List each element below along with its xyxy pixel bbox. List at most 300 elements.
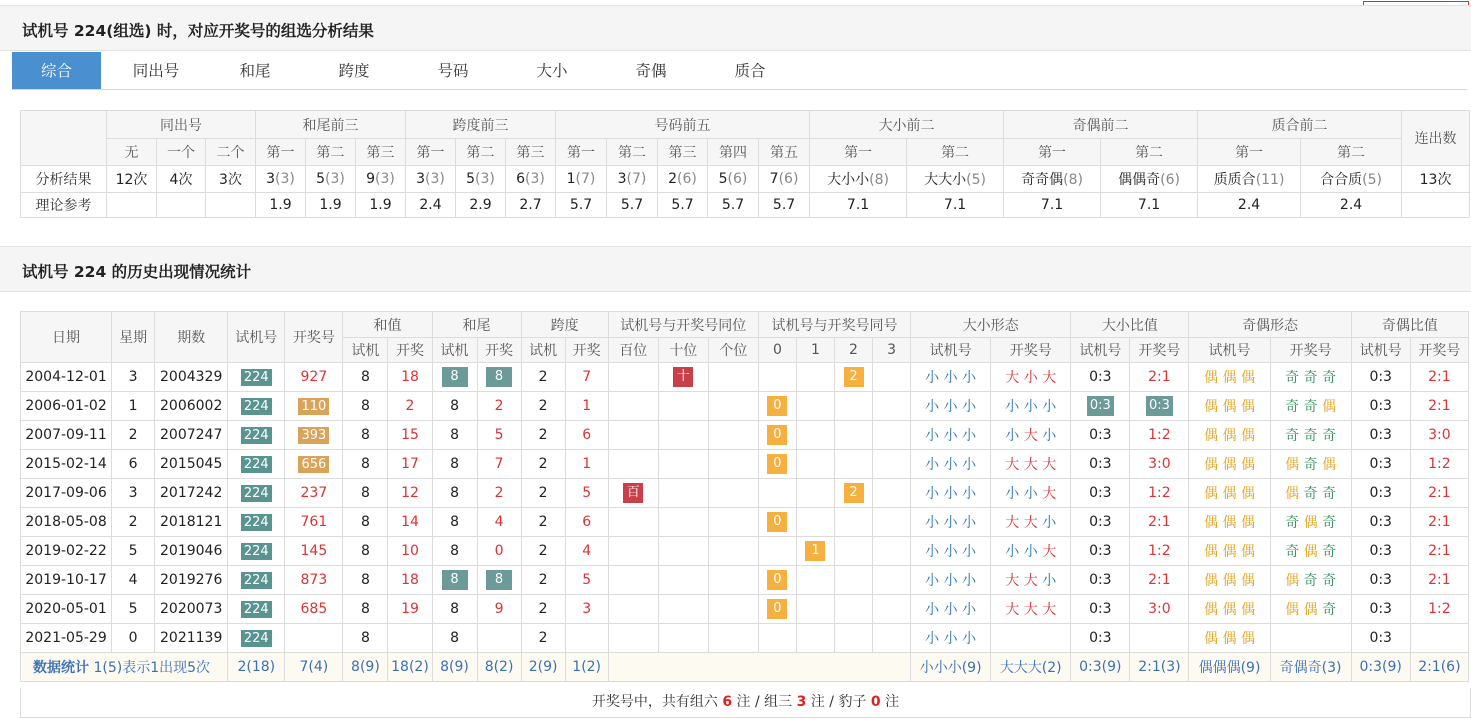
weekday-cell: 0 xyxy=(112,624,155,653)
pattern-char: 奇 xyxy=(1322,486,1337,502)
draw-number-cell xyxy=(285,566,343,595)
issue-cell: 2021139 xyxy=(155,624,228,653)
pattern-char: 小 xyxy=(1042,428,1057,444)
result-cell xyxy=(607,166,658,193)
span-draw-cell: 7 xyxy=(565,363,608,392)
tab-number[interactable]: 号码 xyxy=(437,62,469,80)
result-count: (7) xyxy=(575,171,596,187)
pattern-char: 小 xyxy=(1023,544,1038,560)
stats-label: 数据统计 xyxy=(33,660,89,676)
test-number-cell xyxy=(228,450,285,479)
draw-number-cell xyxy=(285,595,343,624)
digit-badge: 0 xyxy=(767,512,787,532)
sub-header: 试机号 xyxy=(911,338,991,363)
same-position-cell xyxy=(658,566,708,595)
tab-same-digit[interactable]: 同出号 xyxy=(132,62,180,80)
same-digit-cell xyxy=(873,537,911,566)
history-table xyxy=(20,311,1469,682)
pattern-char: 小 xyxy=(962,370,977,386)
draw-number: 110 xyxy=(298,398,329,415)
result-value: 5 xyxy=(718,171,728,187)
summary-table xyxy=(20,110,1470,218)
draw-number-cell xyxy=(285,450,343,479)
sum-draw-cell: 12 xyxy=(388,479,432,508)
sub-header: 试机 xyxy=(521,338,565,363)
result-count: (6) xyxy=(727,171,748,187)
result-value: 3 xyxy=(416,171,426,187)
reference-cell: 1.9 xyxy=(306,193,356,218)
tail-test-value: 8 xyxy=(450,456,459,472)
same-digit-cell xyxy=(758,479,796,508)
sum-test-cell: 8 xyxy=(343,363,388,392)
pattern-char: 小 xyxy=(1023,486,1038,502)
pattern-char: 奇 xyxy=(1303,486,1318,502)
pattern-char: 偶 xyxy=(1303,515,1318,531)
stats-cell: 7(4) xyxy=(285,653,343,682)
test-number-tag: 224 xyxy=(241,485,272,502)
pattern-char: 小 xyxy=(1005,544,1020,560)
pattern-char: 大 xyxy=(1005,457,1020,473)
bs-ratio-test: 0:3 xyxy=(1089,427,1112,443)
sub-header: 1 xyxy=(796,338,834,363)
tail-test-cell xyxy=(432,537,477,566)
col-same-position: 试机号与开奖号同位 xyxy=(608,312,758,338)
same-digit-cell xyxy=(758,537,796,566)
same-position-cell xyxy=(608,479,658,508)
same-digit-cell xyxy=(834,595,872,624)
result-value: 偶偶奇 xyxy=(1118,172,1161,188)
result-value: 3次 xyxy=(219,172,242,188)
sub-header: 开奖号 xyxy=(1130,338,1189,363)
pattern-char: 偶 xyxy=(1303,602,1318,618)
result-cell xyxy=(1198,166,1301,193)
oe-test-cell xyxy=(1189,479,1270,508)
tab-overall[interactable]: 综合 xyxy=(12,52,101,90)
pattern-char: 小 xyxy=(943,544,958,560)
bs-ratio-draw: 3:0 xyxy=(1148,601,1171,617)
col-draw-number: 开奖号 xyxy=(285,312,343,363)
sub-header: 3 xyxy=(873,338,911,363)
tail-test-value: 8 xyxy=(450,543,459,559)
reference-cell: 5.7 xyxy=(607,193,658,218)
span-test-cell: 2 xyxy=(521,479,565,508)
sub-header: 试机 xyxy=(432,338,477,363)
date-cell: 2021-05-29 xyxy=(21,624,112,653)
reference-cell: 5.7 xyxy=(556,193,607,218)
same-digit-cell xyxy=(758,624,796,653)
same-position-cell xyxy=(708,537,758,566)
pattern-char: 大 xyxy=(1023,457,1038,473)
result-cell xyxy=(810,166,907,193)
pattern-char: 偶 xyxy=(1240,370,1255,386)
summary-prefix: 开奖号中，共有组六 xyxy=(591,694,718,710)
issue-cell: 2019276 xyxy=(155,566,228,595)
result-cell xyxy=(658,166,708,193)
tail-draw-value: 2 xyxy=(494,398,504,414)
result-value: 7 xyxy=(769,171,779,187)
test-number-tag: 224 xyxy=(241,456,272,473)
oe-ratio-test-cell: 0:3 xyxy=(1351,566,1410,595)
result-count: (6) xyxy=(1160,172,1180,188)
table-row xyxy=(21,392,1469,421)
draw-number: 656 xyxy=(298,456,329,473)
tail-draw-cell xyxy=(477,450,521,479)
test-number-tag: 224 xyxy=(241,369,272,386)
bs-ratio-draw: 2:1 xyxy=(1148,369,1171,385)
sub-header: 十位 xyxy=(658,338,708,363)
sub-header: 第五 xyxy=(759,139,810,166)
oe-ratio-test-cell: 0:3 xyxy=(1351,595,1410,624)
tail-draw-value: 5 xyxy=(494,427,504,443)
same-digit-cell xyxy=(758,421,796,450)
span-test-cell: 2 xyxy=(521,508,565,537)
result-count: (3) xyxy=(525,171,545,187)
digit-badge: 0 xyxy=(767,425,787,445)
count-group3: 3 xyxy=(796,694,807,710)
stats-cell: 1(2) xyxy=(565,653,608,682)
same-digit-cell xyxy=(758,595,796,624)
test-number-tag: 224 xyxy=(241,514,272,531)
bs-draw-cell xyxy=(991,566,1071,595)
result-count: (3) xyxy=(425,171,445,187)
pattern-char: 偶 xyxy=(1204,573,1219,589)
pattern-char: 大 xyxy=(1042,457,1057,473)
pattern-char: 偶 xyxy=(1222,370,1237,386)
digit-badge: 1 xyxy=(805,541,825,561)
oe-ratio-draw-cell: 2:1 xyxy=(1410,537,1468,566)
same-digit-cell xyxy=(796,508,834,537)
date-cell: 2020-05-01 xyxy=(21,595,112,624)
sub-header: 第一 xyxy=(1198,139,1301,166)
tab-big-small[interactable]: 大小 xyxy=(536,62,568,80)
tab-prime-composite[interactable]: 质合 xyxy=(734,62,766,80)
sum-draw-cell: 18 xyxy=(388,363,432,392)
col-sum: 和值 xyxy=(343,312,432,338)
bs-ratio-draw-cell xyxy=(1130,508,1189,537)
draw-number-cell xyxy=(285,537,343,566)
section-header-analysis xyxy=(0,5,1471,51)
draw-number-cell xyxy=(285,479,343,508)
span-test-cell: 2 xyxy=(521,537,565,566)
pattern-char: 偶 xyxy=(1222,399,1237,415)
pattern-char: 奇 xyxy=(1303,428,1318,444)
same-digit-cell xyxy=(873,421,911,450)
bs-test-cell xyxy=(911,537,991,566)
result-cell xyxy=(1301,166,1402,193)
pattern-char: 偶 xyxy=(1222,573,1237,589)
pattern-char: 偶 xyxy=(1285,457,1300,473)
tab-span[interactable]: 跨度 xyxy=(338,62,370,80)
tail-test-cell xyxy=(432,566,477,595)
draw-number: 237 xyxy=(300,485,328,501)
issue-cell: 2019046 xyxy=(155,537,228,566)
col-oe-pattern: 奇偶形态 xyxy=(1189,312,1351,338)
digit-badge: 2 xyxy=(844,367,864,387)
same-digit-cell xyxy=(796,537,834,566)
sub-header: 第一 xyxy=(810,139,907,166)
result-value: 9 xyxy=(366,171,376,187)
same-position-cell xyxy=(658,508,708,537)
pattern-char: 奇 xyxy=(1322,370,1337,386)
pattern-char: 偶 xyxy=(1204,486,1219,502)
span-draw-cell: 6 xyxy=(565,421,608,450)
table-row xyxy=(21,566,1469,595)
pattern-char: 小 xyxy=(943,573,958,589)
sub-header: 第二 xyxy=(1101,139,1198,166)
pattern-char: 小 xyxy=(962,486,977,502)
bs-test-cell xyxy=(911,421,991,450)
tab-odd-even[interactable]: 奇偶 xyxy=(635,62,667,80)
span-draw-cell: 4 xyxy=(565,537,608,566)
pattern-char: 小 xyxy=(943,428,958,444)
same-digit-cell xyxy=(834,537,872,566)
tail-draw-value: 4 xyxy=(494,514,504,530)
date-cell: 2018-05-08 xyxy=(21,508,112,537)
pattern-char: 奇 xyxy=(1303,573,1318,589)
test-number-tag: 224 xyxy=(241,398,272,415)
sum-test-cell: 8 xyxy=(343,450,388,479)
sub-header: 开奖号 xyxy=(1270,338,1351,363)
stats-cell: 大大大(2) xyxy=(991,653,1071,682)
bs-ratio-test-cell xyxy=(1071,595,1130,624)
reference-cell: 2.9 xyxy=(456,193,506,218)
pattern-char: 偶 xyxy=(1204,457,1219,473)
oe-ratio-draw-cell: 2:1 xyxy=(1410,363,1468,392)
oe-ratio-draw-cell: 2:1 xyxy=(1410,508,1468,537)
digit-badge: 0 xyxy=(767,454,787,474)
sum-test-cell: 8 xyxy=(343,624,388,653)
col-span: 跨度 xyxy=(521,312,608,338)
bs-ratio-draw: 1:2 xyxy=(1148,485,1171,501)
issue-cell: 2018121 xyxy=(155,508,228,537)
stats-cell: 偶偶偶(9) xyxy=(1189,653,1270,682)
pattern-char: 大 xyxy=(1005,602,1020,618)
pattern-char: 偶 xyxy=(1222,457,1237,473)
pattern-char: 偶 xyxy=(1322,399,1337,415)
pattern-char: 偶 xyxy=(1204,544,1219,560)
pattern-char: 偶 xyxy=(1204,515,1219,531)
table-row xyxy=(21,624,1469,653)
stats-cell: 2:1(6) xyxy=(1410,653,1468,682)
pattern-char: 小 xyxy=(1005,486,1020,502)
bs-test-cell xyxy=(911,595,991,624)
sub-header: 第一 xyxy=(556,139,607,166)
same-digit-cell xyxy=(834,392,872,421)
result-cell xyxy=(406,166,456,193)
bs-draw-cell xyxy=(991,421,1071,450)
pattern-char: 小 xyxy=(962,602,977,618)
reference-cell: 7.1 xyxy=(907,193,1004,218)
sub-header: 试机 xyxy=(343,338,388,363)
pattern-char: 小 xyxy=(962,457,977,473)
bs-draw-cell xyxy=(991,624,1071,653)
test-number-tag: 224 xyxy=(241,543,272,560)
draw-number: 145 xyxy=(300,543,328,559)
sum-draw-cell: 10 xyxy=(388,537,432,566)
table-row xyxy=(21,537,1469,566)
result-cell xyxy=(306,166,356,193)
pattern-char: 大 xyxy=(1023,573,1038,589)
oe-draw-cell xyxy=(1270,537,1351,566)
pattern-char: 小 xyxy=(1042,515,1057,531)
tail-draw-cell xyxy=(477,392,521,421)
tail-test-cell xyxy=(432,421,477,450)
sum-test-cell: 8 xyxy=(343,421,388,450)
stats-cell: 18(2) xyxy=(388,653,432,682)
date-cell: 2004-12-01 xyxy=(21,363,112,392)
tail-draw-cell xyxy=(477,508,521,537)
stats-cell: 8(2) xyxy=(477,653,521,682)
result-value: 大大小 xyxy=(924,172,967,188)
span-draw-cell: 3 xyxy=(565,595,608,624)
sub-header: 第四 xyxy=(708,139,759,166)
bs-ratio-draw-cell xyxy=(1130,363,1189,392)
position-badge: 十 xyxy=(673,367,693,387)
oe-test-cell xyxy=(1189,537,1270,566)
oe-ratio-test-cell: 0:3 xyxy=(1351,537,1410,566)
weekday-cell: 2 xyxy=(112,508,155,537)
result-value: 5 xyxy=(466,171,476,187)
summary-suffix: 注 xyxy=(885,694,900,710)
test-number-tag: 224 xyxy=(241,572,272,589)
table-row xyxy=(21,421,1469,450)
tab-bar xyxy=(0,52,1471,92)
span-draw-cell: 6 xyxy=(565,508,608,537)
weekday-cell: 3 xyxy=(112,479,155,508)
col-tail: 和尾 xyxy=(432,312,521,338)
tail-test-value: 8 xyxy=(450,630,459,646)
sub-header: 2 xyxy=(834,338,872,363)
pattern-char: 小 xyxy=(1005,428,1020,444)
same-position-cell xyxy=(608,566,658,595)
pattern-char: 小 xyxy=(962,573,977,589)
pattern-char: 小 xyxy=(925,544,940,560)
group-same-digit: 同出号 xyxy=(107,111,256,139)
result-count: (7) xyxy=(626,171,647,187)
sub-header: 第三 xyxy=(506,139,556,166)
summary-mid1: 注 / 组三 xyxy=(736,694,793,710)
same-digit-cell xyxy=(873,479,911,508)
test-number-cell xyxy=(228,363,285,392)
pattern-char: 小 xyxy=(925,602,940,618)
pattern-char: 偶 xyxy=(1240,515,1255,531)
section-header-history xyxy=(0,246,1471,292)
pattern-char: 奇 xyxy=(1285,544,1300,560)
pattern-char: 小 xyxy=(943,515,958,531)
sum-draw-cell: 14 xyxy=(388,508,432,537)
weekday-cell: 6 xyxy=(112,450,155,479)
pattern-char: 奇 xyxy=(1303,399,1318,415)
pattern-char: 奇 xyxy=(1285,370,1300,386)
test-number-cell xyxy=(228,479,285,508)
tail-draw-cell xyxy=(477,479,521,508)
tail-test-cell xyxy=(432,392,477,421)
stats-cell: 0:3(9) xyxy=(1071,653,1130,682)
result-value: 13次 xyxy=(1419,172,1452,188)
bs-ratio-draw: 1:2 xyxy=(1148,543,1171,559)
oe-ratio-test-cell: 0:3 xyxy=(1351,421,1410,450)
result-count: (8) xyxy=(1063,172,1083,188)
weekday-cell: 2 xyxy=(112,421,155,450)
bs-ratio-draw-cell xyxy=(1130,450,1189,479)
same-position-cell xyxy=(658,363,708,392)
pattern-char: 小 xyxy=(1023,399,1038,415)
oe-draw-cell xyxy=(1270,392,1351,421)
stats-cell: 8(9) xyxy=(432,653,477,682)
same-position-cell xyxy=(708,508,758,537)
test-number-tag: 224 xyxy=(241,427,272,444)
pattern-char: 小 xyxy=(925,573,940,589)
span-draw-cell: 1 xyxy=(565,450,608,479)
same-position-cell xyxy=(608,537,658,566)
tail-draw-value: 2 xyxy=(494,485,504,501)
pattern-char: 小 xyxy=(962,399,977,415)
bs-ratio-test: 0:3 xyxy=(1087,396,1114,416)
stats-cell: 奇偶奇(3) xyxy=(1270,653,1351,682)
sub-header: 0 xyxy=(758,338,796,363)
sub-header: 第三 xyxy=(356,139,406,166)
same-digit-cell xyxy=(758,566,796,595)
digit-badge: 0 xyxy=(767,570,787,590)
bs-ratio-test: 0:3 xyxy=(1089,630,1112,646)
same-digit-cell xyxy=(873,595,911,624)
result-count: (3) xyxy=(325,171,345,187)
draw-number-cell xyxy=(285,421,343,450)
span-test-cell: 2 xyxy=(521,450,565,479)
pattern-char: 小 xyxy=(943,602,958,618)
sub-header: 第一 xyxy=(1004,139,1101,166)
result-count: (5) xyxy=(1362,172,1382,188)
issue-cell: 2007247 xyxy=(155,421,228,450)
reference-cell: 2.4 xyxy=(1301,193,1402,218)
test-number-cell xyxy=(228,624,285,653)
group-span-top3: 跨度前三 xyxy=(406,111,556,139)
stats-cell: 0:3(9) xyxy=(1351,653,1410,682)
result-value: 1 xyxy=(566,171,576,187)
pattern-char: 偶 xyxy=(1222,428,1237,444)
tail-test-value: 8 xyxy=(442,367,468,387)
pattern-char: 奇 xyxy=(1322,515,1337,531)
same-digit-cell xyxy=(758,450,796,479)
bs-test-cell xyxy=(911,479,991,508)
bs-ratio-test-cell xyxy=(1071,624,1130,653)
sub-header: 二个 xyxy=(206,139,256,166)
sub-header: 开奖 xyxy=(477,338,521,363)
pattern-char: 小 xyxy=(925,428,940,444)
tail-test-value: 8 xyxy=(450,514,459,530)
result-count: (5) xyxy=(966,172,986,188)
pattern-char: 小 xyxy=(943,457,958,473)
same-position-cell xyxy=(608,421,658,450)
oe-draw-cell xyxy=(1270,624,1351,653)
oe-test-cell xyxy=(1189,566,1270,595)
reference-cell xyxy=(107,193,157,218)
test-number-cell xyxy=(228,392,285,421)
tab-sum-tail[interactable]: 和尾 xyxy=(239,62,271,80)
sub-header: 第二 xyxy=(607,139,658,166)
count-triple: 0 xyxy=(870,694,881,710)
stats-cell: 2(9) xyxy=(521,653,565,682)
weekday-cell: 5 xyxy=(112,537,155,566)
oe-test-cell xyxy=(1189,421,1270,450)
same-digit-cell xyxy=(796,363,834,392)
oe-ratio-test-cell: 0:3 xyxy=(1351,508,1410,537)
same-digit-cell xyxy=(796,392,834,421)
bs-ratio-test-cell xyxy=(1071,421,1130,450)
oe-test-cell xyxy=(1189,450,1270,479)
reference-cell: 7.1 xyxy=(810,193,907,218)
result-value: 3 xyxy=(617,171,627,187)
